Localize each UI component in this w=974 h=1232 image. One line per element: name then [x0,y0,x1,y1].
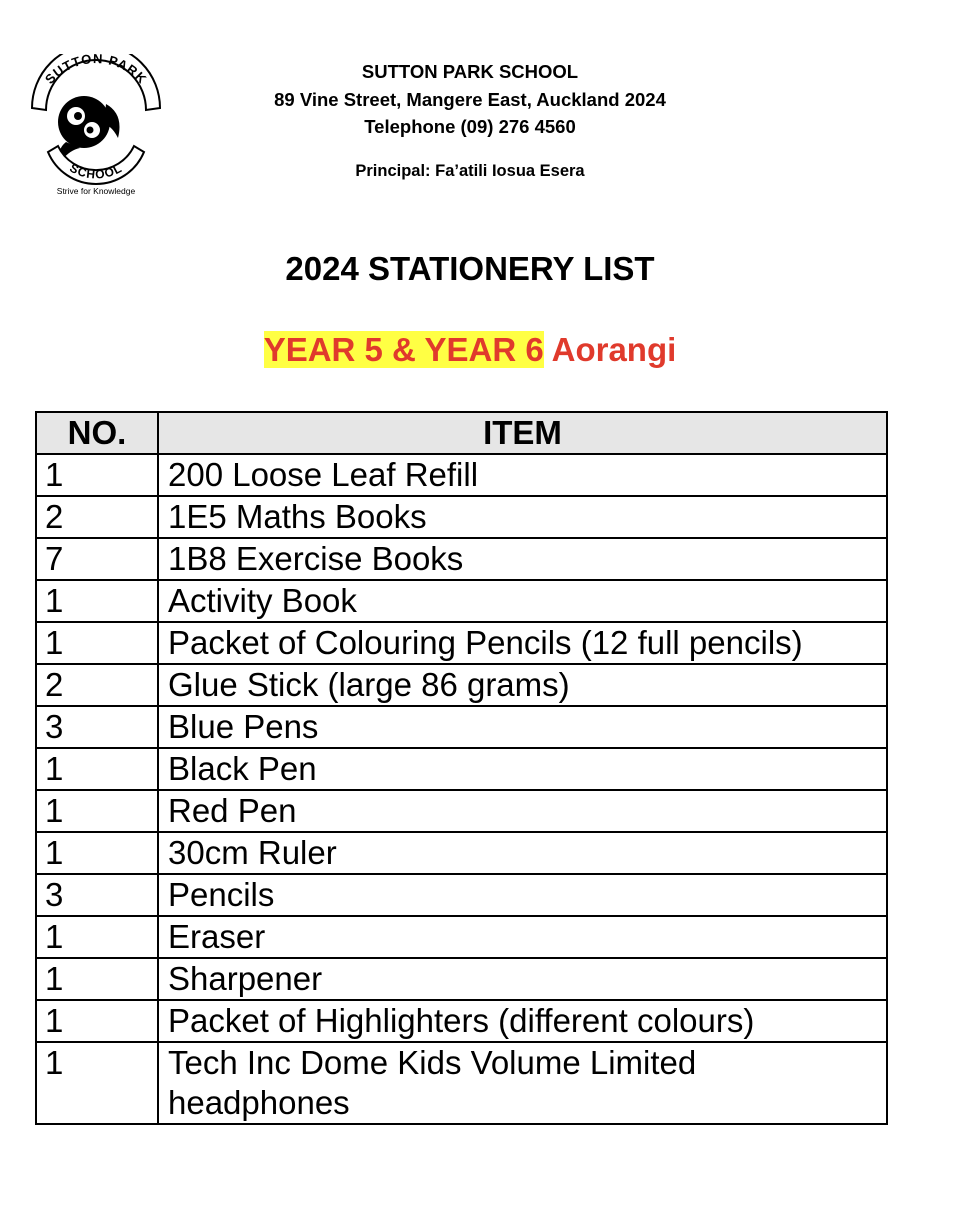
table-row [36,664,887,706]
table-row [36,454,887,496]
logo-motto: Strive for Knowledge [56,186,136,196]
row-item: Red Pen [158,790,887,832]
school-address: 89 Vine Street, Mangere East, Auckland 2024 [274,88,666,110]
row-quantity: 1 [36,832,158,874]
row-quantity: 1 [36,916,158,958]
row-quantity: 1 [36,1000,158,1042]
school-principal: Principal: Fa’atili Iosua Esera [355,161,585,180]
class-name-label: Aorangi [551,331,677,368]
row-item: Glue Stick (large 86 grams) [158,664,887,706]
year-group-label: YEAR 5 & YEAR 6 [263,331,544,368]
table-row [36,622,887,664]
table-row [36,496,887,538]
row-item: Sharpener [158,958,887,1000]
table-row [36,706,887,748]
table-row [36,832,887,874]
school-name: SUTTON PARK SCHOOL [361,61,579,82]
table-row [36,916,887,958]
row-item: Eraser [158,916,887,958]
table-row [36,1000,887,1042]
school-logo-emblem [26,54,166,202]
table-row [36,538,887,580]
row-quantity: 1 [36,454,158,496]
row-quantity: 2 [36,496,158,538]
row-quantity: 3 [36,706,158,748]
row-item: 1B8 Exercise Books [158,538,887,580]
document-title: 2024 STATIONERY LIST [285,250,655,287]
row-item: Tech Inc Dome Kids Volume Limited headphones [158,1042,887,1124]
row-quantity: 2 [36,664,158,706]
row-item: Packet of Colouring Pencils (12 full pencils) [158,622,887,664]
row-item: 30cm Ruler [158,832,887,874]
column-header-item: ITEM [158,412,887,454]
school-logo [26,54,166,202]
document-subtitle [0,331,940,369]
row-quantity: 1 [36,790,158,832]
row-quantity: 3 [36,874,158,916]
row-quantity: 1 [36,622,158,664]
table-row [36,790,887,832]
table-header-row [36,412,887,454]
row-quantity: 1 [36,1042,158,1124]
table-row [36,874,887,916]
stationery-table [35,411,888,1125]
table-row [36,1042,887,1124]
row-quantity: 1 [36,748,158,790]
logo-arc-bottom-text: SCHOOL [67,160,125,182]
row-item: Blue Pens [158,706,887,748]
row-item: 200 Loose Leaf Refill [158,454,887,496]
school-telephone: Telephone (09) 276 4560 [364,116,576,137]
logo-arc-top-text: SUTTON PARK [41,54,151,87]
school-header [200,58,740,181]
table-body [36,454,887,1124]
column-header-no: NO. [36,412,158,454]
row-item: Packet of Highlighters (different colours) [158,1000,887,1042]
row-quantity: 1 [36,580,158,622]
row-quantity: 7 [36,538,158,580]
table-row [36,748,887,790]
row-item: Pencils [158,874,887,916]
table-row [36,958,887,1000]
table-row [36,580,887,622]
row-item: 1E5 Maths Books [158,496,887,538]
row-item: Activity Book [158,580,887,622]
row-quantity: 1 [36,958,158,1000]
row-item: Black Pen [158,748,887,790]
